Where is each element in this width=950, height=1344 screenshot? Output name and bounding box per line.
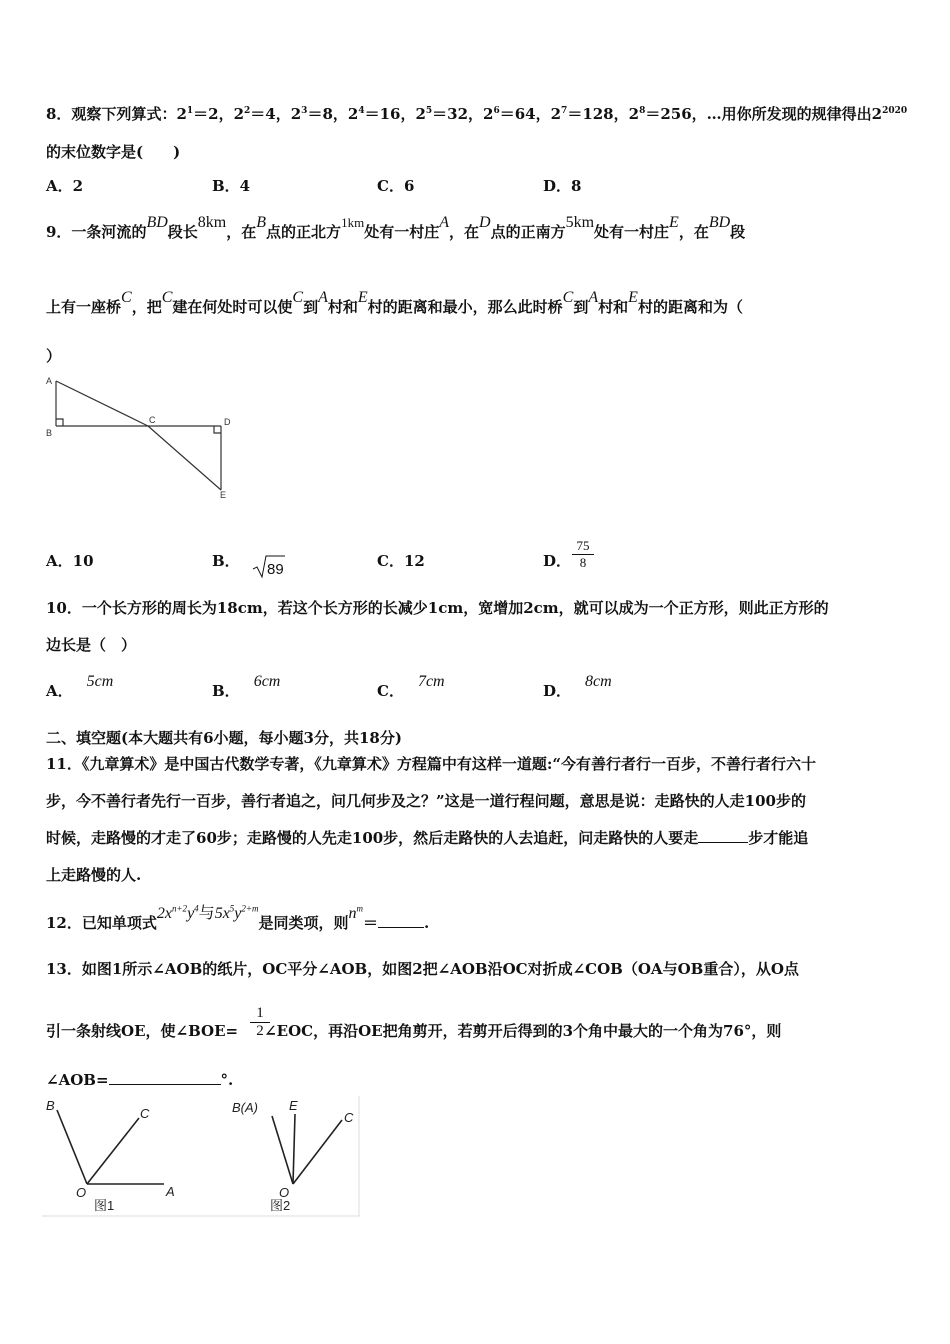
- q8-power-base: 2: [290, 105, 302, 123]
- monomial-1: $2x^{n+2}y^4$: [156, 903, 199, 922]
- q9-line1: 9．一条河流的BD段长8km，在B点的正北方1km处有一村庄A，在D点的正南方5km处有一村庄E，在BD段: [46, 214, 746, 241]
- q13-figures: [42, 1096, 362, 1220]
- section-heading: 二、填空题(本大题共有6小题，每小题3分，共18分): [46, 729, 402, 747]
- q12-line: 12．已知单项式$2x^{n+2}y^4$与$5x^5y^{2+m}$是同类项，则$n^m=$ .: [46, 903, 430, 932]
- ray-oc-2: [293, 1120, 342, 1184]
- n-power-m: $n^m$: [348, 903, 363, 922]
- q13-fraction: $\frac{1}{2}$: [250, 1005, 270, 1040]
- q9-option-c[interactable]: C．12: [377, 552, 425, 570]
- q8-power-value: ＝8，: [307, 105, 348, 123]
- q13-line3: ∠AOB= °.: [46, 1071, 234, 1089]
- segment-ce: [148, 426, 221, 490]
- q9-line3: ）: [46, 347, 62, 365]
- q11-line2: 步，今不善行者先行一百步，善行者追之，问几何步及之？”这是一道行程问题，意思是说：走路快的人走100步的: [46, 792, 806, 810]
- sqrt-icon: [251, 552, 287, 580]
- q13-line1: 13．如图1所示∠AOB的纸片，OC平分∠AOB，如图2把∠AOB沿OC对折成∠COB（OA与OB重合），从O点: [46, 960, 799, 978]
- q8-power-value: ＝4，: [250, 105, 291, 123]
- q8-terms: [176, 105, 706, 123]
- svg-text:E: E: [289, 1098, 298, 1113]
- figure-1: [46, 1098, 175, 1213]
- q8-power-exponent: 7: [561, 106, 568, 116]
- q9-line2: 上有一座桥C，把C建在何处时可以使C到A村和E村的距离和最小，那么此时桥C到A村和E村的距离和为（: [46, 289, 743, 316]
- q12-answer-blank[interactable]: [378, 913, 424, 928]
- svg-text:89: 89: [266, 561, 284, 578]
- svg-text:图1: 图1: [94, 1198, 115, 1213]
- q10-option-d[interactable]: D．8cm: [543, 673, 612, 700]
- q9-option-a[interactable]: A．10: [46, 552, 94, 570]
- q13-answer-blank[interactable]: [109, 1070, 221, 1085]
- figure-2: [232, 1098, 354, 1213]
- q8-line1: 8．观察下列算式：$2^1=2$，$2^2=4$，$2^3=8$，$2^4=16$，$2^5=32$，$2^6=64$，$2^7=128$，$2^8=256$，…用你所发现的规律得出$2^{2020}$: [46, 105, 908, 123]
- q8-power-base: 2: [347, 105, 359, 123]
- q11-line4: 上走路慢的人.: [46, 866, 142, 884]
- q8-option-d[interactable]: D．8: [543, 177, 582, 195]
- q8-power-value: ＝256，: [645, 105, 707, 123]
- q9-option-d[interactable]: D．: [543, 552, 572, 570]
- q8-option-b[interactable]: B．4: [212, 177, 251, 195]
- q8-power-base: 2: [415, 105, 426, 123]
- segment-ac: [56, 381, 148, 426]
- q10-option-a[interactable]: A．5cm: [46, 673, 114, 700]
- label-d: D: [224, 417, 231, 427]
- q11-line3: 时候，走路慢的才走了60步；走路慢的人先走100步，然后走路快的人去追赶，问走路快的人要走 步才能追: [46, 829, 809, 847]
- q8-power-value: ＝2，: [193, 105, 234, 123]
- q8-power-exponent: 5: [425, 106, 433, 116]
- q13-line2: 引一条射线OE，使∠BOE= ∠EOC，再沿OE把角剪开，若剪开后得到的3个角中最大的一个角为76°，则: [46, 1022, 782, 1040]
- ray-ob: [57, 1110, 87, 1184]
- q10-option-c[interactable]: C．7cm: [377, 673, 445, 700]
- q8-power-base: 2: [233, 105, 245, 123]
- svg-text:A: A: [166, 1184, 175, 1199]
- right-angle-b: [56, 419, 63, 426]
- q8-power-base: 2: [628, 105, 640, 123]
- svg-text:图2: 图2: [270, 1198, 291, 1213]
- q8-power-base: 2: [550, 105, 562, 123]
- ray-oc: [87, 1118, 139, 1184]
- q8-power-exponent: 1: [186, 106, 194, 116]
- q8-power-value: ＝128，: [567, 105, 629, 123]
- q9-figure: [40, 372, 240, 502]
- q8-power-value: ＝16，: [364, 105, 416, 123]
- q8-power-base: 2: [176, 105, 187, 123]
- svg-text:C: C: [344, 1110, 354, 1125]
- q8-option-c[interactable]: C．6: [377, 177, 415, 195]
- q11-answer-blank[interactable]: [698, 828, 748, 843]
- ray-oe: [293, 1114, 295, 1184]
- ray-ob-oa: [272, 1116, 293, 1184]
- q10-line1: 10．一个长方形的周长为18cm，若这个长方形的长减少1cm，宽增加2cm，就可以成为一个正方形，则此正方形的: [46, 599, 829, 617]
- svg-text:O: O: [279, 1185, 290, 1200]
- svg-text:O: O: [76, 1185, 87, 1200]
- q8-power-base: 2: [483, 105, 494, 123]
- q9-option-b[interactable]: B． 89: [212, 550, 287, 580]
- q9-option-d-fraction: $\frac{75}{8}$: [572, 538, 594, 571]
- q11-line1: 11．《九章算术》是中国古代数学专著，《九章算术》方程篇中有这样一道题:“今有善行者行一百步，不善行者行六十: [46, 755, 817, 773]
- q8-power-exponent: 4: [358, 106, 365, 116]
- right-angle-d: [214, 426, 221, 433]
- q8-power-value: ＝32，: [432, 105, 484, 123]
- q8-power-exponent: 3: [301, 106, 308, 116]
- label-e: E: [220, 490, 227, 500]
- label-c: C: [149, 415, 156, 425]
- q10-option-b[interactable]: B．6cm: [212, 673, 281, 700]
- q8-power-exponent: 8: [639, 106, 646, 116]
- svg-text:C: C: [140, 1106, 150, 1121]
- svg-text:B(A): B(A): [232, 1100, 258, 1115]
- q8-power-value: ＝64，: [499, 105, 551, 123]
- q10-line2: 边长是（ ）: [46, 636, 137, 654]
- q8-power-exponent: 6: [493, 106, 500, 116]
- q8-option-a[interactable]: A．2: [46, 177, 84, 195]
- q8-line2: 的末位数字是( ): [46, 143, 181, 161]
- label-a: A: [46, 376, 53, 386]
- monomial-2: $5x^5y^{2+m}$: [214, 903, 259, 922]
- q8-power-exponent: 2: [244, 106, 251, 116]
- svg-text:B: B: [46, 1098, 55, 1113]
- label-b: B: [46, 428, 53, 438]
